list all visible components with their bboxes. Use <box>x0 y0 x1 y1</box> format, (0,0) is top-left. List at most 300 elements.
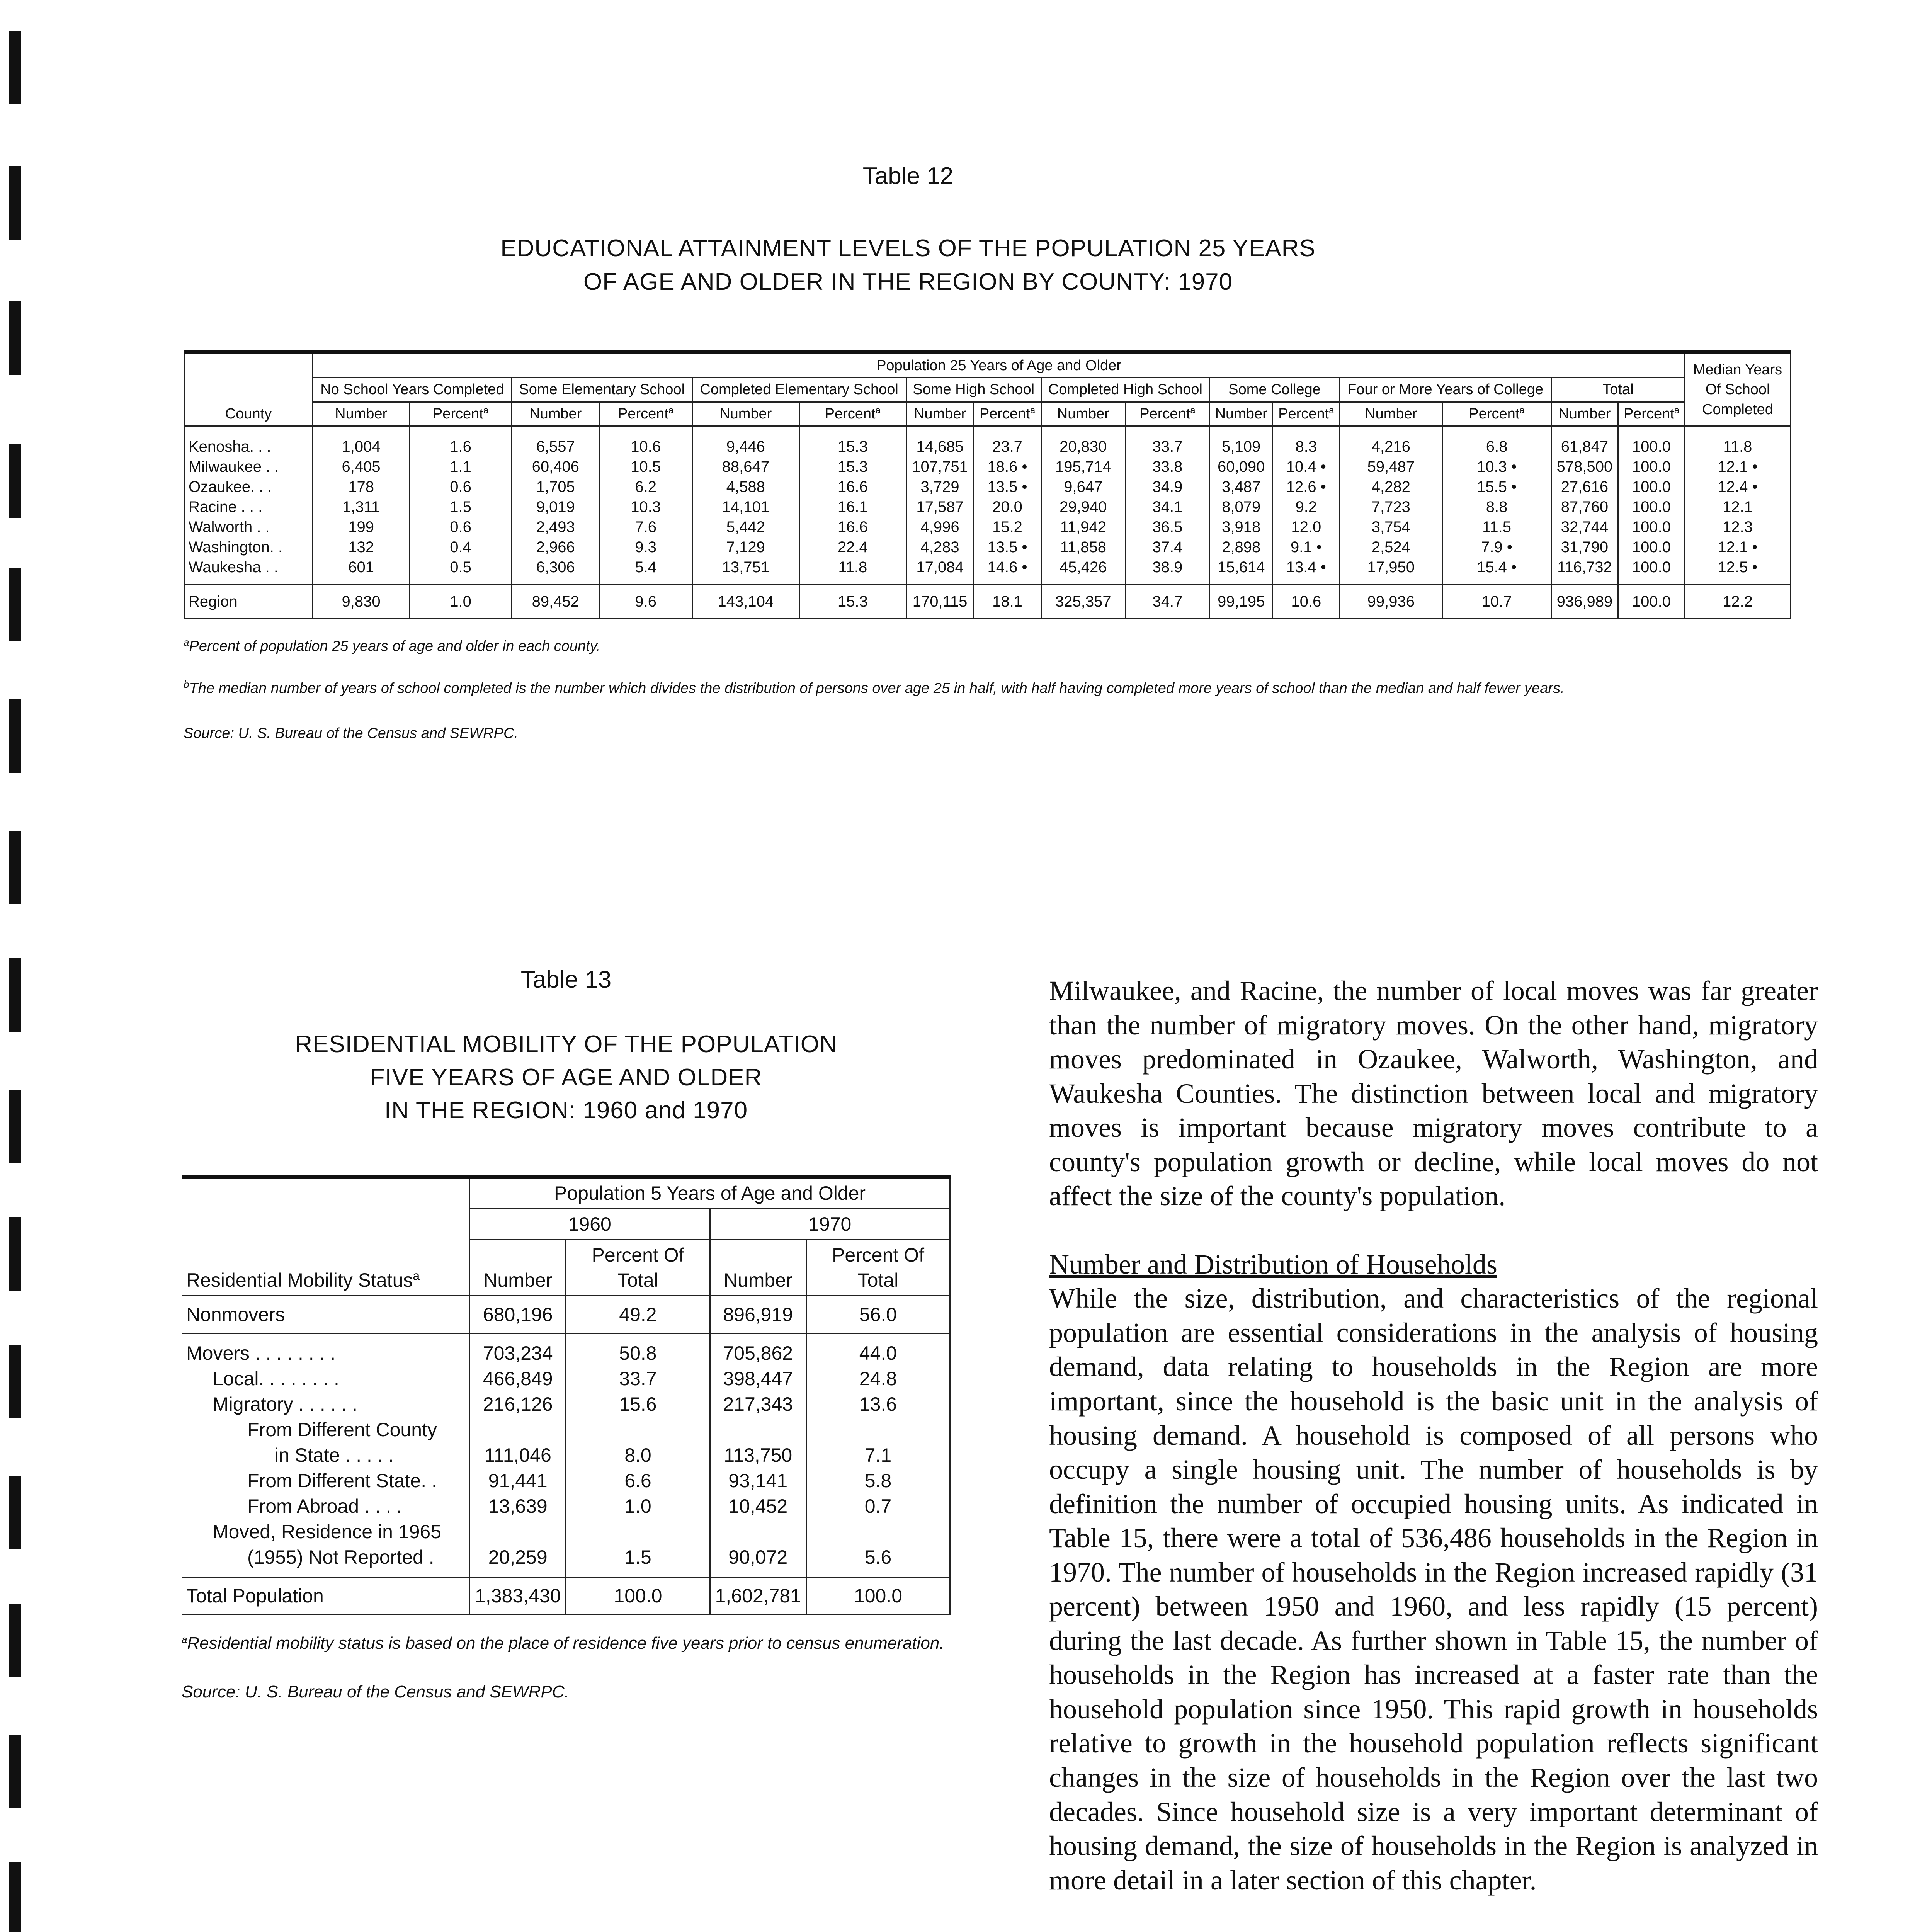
binding-mark <box>9 166 21 240</box>
data-cell: 100.0 <box>1618 517 1685 537</box>
footnote-text: Residential mobility status is based on the place of residence five years prior to census enumeration. <box>187 1634 944 1653</box>
data-cell: 27,616 <box>1551 477 1618 497</box>
data-cell: 143,104 <box>692 585 799 619</box>
data-cell: 34.1 <box>1125 497 1209 517</box>
data-cell: 23.7 <box>974 426 1041 457</box>
data-cell: 10.6 <box>1273 585 1340 619</box>
data-cell: 0.6 <box>410 517 512 537</box>
data-cell: 4,283 <box>906 537 974 557</box>
data-cell <box>566 1417 710 1442</box>
col-year-1960: 1960 <box>470 1209 710 1240</box>
table12-title <box>425 232 1391 299</box>
group-header: Some High School <box>906 378 1041 402</box>
data-cell: 466,849 <box>470 1366 566 1391</box>
data-cell: 33.7 <box>1125 426 1209 457</box>
footnote-text: Percent of population 25 years of age and older in each county. <box>189 638 600 655</box>
col-year-1970: 1970 <box>710 1209 950 1240</box>
row-label: Nonmovers <box>182 1296 470 1333</box>
data-cell: 4,996 <box>906 517 974 537</box>
county-cell: Milwaukee . . <box>184 457 313 477</box>
data-cell: 9,446 <box>692 426 799 457</box>
data-cell: 216,126 <box>470 1391 566 1417</box>
table-row <box>184 537 1791 557</box>
median-cell: 12.1 <box>1685 497 1791 517</box>
data-cell: 199 <box>313 517 410 537</box>
data-cell: 0.6 <box>410 477 512 497</box>
row-label: From Different State. . <box>182 1468 470 1493</box>
data-cell: 17,587 <box>906 497 974 517</box>
data-cell: 12.6 • <box>1273 477 1340 497</box>
data-cell: 99,195 <box>1209 585 1272 619</box>
data-cell: 0.7 <box>806 1493 950 1519</box>
col-percent: Percent Of Total <box>806 1240 950 1296</box>
table13-title <box>182 1028 951 1127</box>
data-cell: 4,588 <box>692 477 799 497</box>
median-cell: 12.4 • <box>1685 477 1791 497</box>
table13-grid <box>182 1175 951 1615</box>
section <box>1049 1247 1818 1897</box>
binding-mark <box>9 1604 21 1677</box>
col-median: Median Years Of School Completed <box>1685 352 1791 426</box>
data-cell: 10.7 <box>1442 585 1551 619</box>
data-cell: 20,259 <box>470 1544 566 1577</box>
data-cell: 9.6 <box>599 585 692 619</box>
footnote-text: The median number of years of school completed is the number which divides the distribution of persons over age 25 in half, with half having completed more years of school than the median and half fewer years. <box>189 680 1565 697</box>
data-cell: 13,639 <box>470 1493 566 1519</box>
table13-footnote-a: $^a$Residential mobility status is based on the place of residence five years prior to census enumeration. <box>182 1633 944 1653</box>
data-cell: 15.5 • <box>1442 477 1551 497</box>
table13-title-line1: RESIDENTIAL MOBILITY OF THE POPULATION <box>295 1031 837 1058</box>
row-label: From Different County <box>182 1417 470 1442</box>
median-cell: 12.1 • <box>1685 537 1791 557</box>
table-row <box>182 1468 950 1493</box>
paragraph: While the size, distribution, and characteristics of the regional population are essential considerations in the analysis of housing demand, data relating to households in the Region are more important, since the household is the basic unit in the analysis of housing demand. A household is composed of all persons who occupy a single housing unit. The number of households is by definition the number of occupied housing units. As indicated in Table 15, there were a total of 536,486 households in the Region in 1970. The number of households in the Region increased rapidly (31 percent) between 1950 and 1960, and less rapidly (15 percent) during the last decade. As further shown in Table 15, the number of households in the Region has increased at a faster rate than the household population since 1950. This rapid growth in households relative to growth in the household population reflects significant changes in the size of households in the Region over the last two decades. Since household size is a very important determinant of housing demand, the size of households in the Region is analyzed in more detail in a later section of this chapter. <box>1049 1283 1818 1896</box>
table-row <box>182 1417 950 1442</box>
data-cell: 5,442 <box>692 517 799 537</box>
data-cell: 10.6 <box>599 426 692 457</box>
table12-footnote-a: $^a$Percent of population 25 years of age and older in each county. <box>184 636 600 655</box>
data-cell: 87,760 <box>1551 497 1618 517</box>
data-cell: 936,989 <box>1551 585 1618 619</box>
binding-mark <box>9 568 21 641</box>
data-cell: 89,452 <box>512 585 599 619</box>
data-cell: 4,216 <box>1340 426 1442 457</box>
data-cell: 16.6 <box>799 517 906 537</box>
median-cell: 12.5 • <box>1685 557 1791 585</box>
data-cell: 9,830 <box>313 585 410 619</box>
data-cell: 11,942 <box>1041 517 1125 537</box>
col-percent: Percent Of Total <box>566 1240 710 1296</box>
sub-percent-text: Percent <box>979 405 1030 422</box>
col-number: Number <box>470 1240 566 1296</box>
binding-mark <box>9 1476 21 1549</box>
row-label: From Abroad . . . . <box>182 1493 470 1519</box>
row-label: (1955) Not Reported . <box>182 1544 470 1577</box>
data-cell: 13,751 <box>692 557 799 585</box>
county-cell: Ozaukee. . . <box>184 477 313 497</box>
table12-title-line1: EDUCATIONAL ATTAINMENT LEVELS OF THE POPULATION 25 YEARS <box>500 235 1316 262</box>
table-row <box>182 1333 950 1366</box>
row-header-text: Residential Mobility Status <box>186 1269 413 1291</box>
data-cell: 100.0 <box>1618 497 1685 517</box>
data-cell: 17,084 <box>906 557 974 585</box>
data-cell: 100.0 <box>1618 426 1685 457</box>
binding-mark <box>9 831 21 904</box>
data-cell: 9.3 <box>599 537 692 557</box>
data-cell: 10.4 • <box>1273 457 1340 477</box>
sub-number: Number <box>1041 402 1125 426</box>
data-cell: 17,950 <box>1340 557 1442 585</box>
data-cell: 15,614 <box>1209 557 1272 585</box>
sub-percent: Percent$^a$ <box>1442 402 1551 426</box>
sub-percent: Percent$^a$ <box>799 402 906 426</box>
table-row <box>184 517 1791 537</box>
sub-percent-text: Percent <box>432 405 483 422</box>
data-cell: 4,282 <box>1340 477 1442 497</box>
data-cell: 20.0 <box>974 497 1041 517</box>
data-cell: 703,234 <box>470 1333 566 1366</box>
data-cell: 13.5 • <box>974 477 1041 497</box>
data-cell <box>710 1519 806 1544</box>
median-cell: 11.8 <box>1685 426 1791 457</box>
data-cell: 15.3 <box>799 426 906 457</box>
data-cell: 16.1 <box>799 497 906 517</box>
county-cell: Walworth . . <box>184 517 313 537</box>
county-cell: Washington. . <box>184 537 313 557</box>
data-cell: 107,751 <box>906 457 974 477</box>
table12-title-line2: OF AGE AND OLDER IN THE REGION BY COUNTY: 1970 <box>583 268 1233 295</box>
data-cell: 15.2 <box>974 517 1041 537</box>
data-cell: 100.0 <box>806 1577 950 1615</box>
data-cell: 113,750 <box>710 1442 806 1468</box>
data-cell: 0.5 <box>410 557 512 585</box>
data-cell: 36.5 <box>1125 517 1209 537</box>
binding-mark <box>9 31 21 104</box>
group-header: No School Years Completed <box>313 378 512 402</box>
data-cell <box>566 1519 710 1544</box>
sub-percent-text: Percent <box>617 405 668 422</box>
data-cell: 7,129 <box>692 537 799 557</box>
data-cell: 8.3 <box>1273 426 1340 457</box>
data-cell: 9,019 <box>512 497 599 517</box>
binding-mark <box>9 699 21 773</box>
data-cell: 100.0 <box>1618 457 1685 477</box>
table12-body <box>184 426 1791 619</box>
data-cell <box>470 1519 566 1544</box>
table-row <box>182 1442 950 1468</box>
table-row <box>182 1519 950 1544</box>
data-cell: 2,898 <box>1209 537 1272 557</box>
data-cell: 9,647 <box>1041 477 1125 497</box>
data-cell: 178 <box>313 477 410 497</box>
county-cell: Kenosha. . . <box>184 426 313 457</box>
row-label: in State . . . . . <box>182 1442 470 1468</box>
table-row <box>182 1544 950 1577</box>
data-cell: 90,072 <box>710 1544 806 1577</box>
data-cell: 10.3 • <box>1442 457 1551 477</box>
sub-percent-text: Percent <box>1469 405 1520 422</box>
data-cell: 5.6 <box>806 1544 950 1577</box>
paragraph: Milwaukee, and Racine, the number of local moves was far greater than the number of migratory moves. On the other hand, migratory moves predominated in Ozaukee, Walworth, Washington, and Waukesha Counties. The distinction between local and migratory moves is important because migratory moves contribute to a county's population growth or decline, while local moves do not affect the size of the county's population. <box>1049 975 1818 1212</box>
col-county: County <box>184 352 313 426</box>
data-cell: 32,744 <box>1551 517 1618 537</box>
data-cell: 100.0 <box>1618 537 1685 557</box>
right-column <box>1049 974 1818 1932</box>
data-cell: 50.8 <box>566 1333 710 1366</box>
sub-percent: Percent$^a$ <box>974 402 1041 426</box>
data-cell: 6,557 <box>512 426 599 457</box>
data-cell: 38.9 <box>1125 557 1209 585</box>
data-cell: 6,405 <box>313 457 410 477</box>
data-cell: 1,602,781 <box>710 1577 806 1615</box>
data-cell: 59,487 <box>1340 457 1442 477</box>
sub-percent: Percent$^a$ <box>1273 402 1340 426</box>
data-cell: 1.1 <box>410 457 512 477</box>
data-cell: 18.6 • <box>974 457 1041 477</box>
data-cell: 22.4 <box>799 537 906 557</box>
data-cell: 7,723 <box>1340 497 1442 517</box>
data-cell: 45,426 <box>1041 557 1125 585</box>
data-cell: 217,343 <box>710 1391 806 1417</box>
data-cell: 15.4 • <box>1442 557 1551 585</box>
data-cell: 578,500 <box>1551 457 1618 477</box>
table13-body <box>182 1296 950 1615</box>
table-row <box>182 1577 950 1615</box>
sub-percent: Percent$^a$ <box>599 402 692 426</box>
county-cell: Region <box>184 585 313 619</box>
data-cell: 5.4 <box>599 557 692 585</box>
data-cell: 99,936 <box>1340 585 1442 619</box>
data-cell: 13.5 • <box>974 537 1041 557</box>
data-cell: 8,079 <box>1209 497 1272 517</box>
binding-mark <box>9 1345 21 1418</box>
data-cell: 1.0 <box>566 1493 710 1519</box>
sub-number: Number <box>313 402 410 426</box>
sub-percent-text: Percent <box>825 405 876 422</box>
data-cell: 15.6 <box>566 1391 710 1417</box>
data-cell: 15.3 <box>799 585 906 619</box>
data-cell: 705,862 <box>710 1333 806 1366</box>
data-cell: 398,447 <box>710 1366 806 1391</box>
data-cell: 20,830 <box>1041 426 1125 457</box>
binding-mark <box>9 1217 21 1291</box>
data-cell: 61,847 <box>1551 426 1618 457</box>
data-cell: 60,406 <box>512 457 599 477</box>
data-cell: 8.0 <box>566 1442 710 1468</box>
data-cell: 7.6 <box>599 517 692 537</box>
row-label: Migratory . . . . . . <box>182 1391 470 1417</box>
data-cell: 170,115 <box>906 585 974 619</box>
subheader-row <box>184 402 1791 426</box>
data-cell: 13.4 • <box>1273 557 1340 585</box>
data-cell: 11,858 <box>1041 537 1125 557</box>
data-cell: 24.8 <box>806 1366 950 1391</box>
data-cell: 680,196 <box>470 1296 566 1333</box>
table-row <box>184 477 1791 497</box>
data-cell: 13.6 <box>806 1391 950 1417</box>
data-cell: 8.8 <box>1442 497 1551 517</box>
table12-grid <box>184 350 1791 619</box>
data-cell: 14.6 • <box>974 557 1041 585</box>
data-cell: 31,790 <box>1551 537 1618 557</box>
data-cell: 1.5 <box>566 1544 710 1577</box>
data-cell: 6,306 <box>512 557 599 585</box>
data-cell: 7.1 <box>806 1442 950 1468</box>
binding-mark <box>9 444 21 518</box>
table-row <box>184 557 1791 585</box>
data-cell: 9.2 <box>1273 497 1340 517</box>
col-group-population: Population 5 Years of Age and Older <box>470 1177 950 1209</box>
data-cell: 14,685 <box>906 426 974 457</box>
data-cell: 10.5 <box>599 457 692 477</box>
table-row <box>184 457 1791 477</box>
data-cell: 3,918 <box>1209 517 1272 537</box>
group-header: Four or More Years of College <box>1340 378 1551 402</box>
region-row <box>184 585 1791 619</box>
data-cell: 11.8 <box>799 557 906 585</box>
data-cell: 3,754 <box>1340 517 1442 537</box>
row-label: Total Population <box>182 1577 470 1615</box>
data-cell: 1,004 <box>313 426 410 457</box>
row-label: Movers . . . . . . . . <box>182 1333 470 1366</box>
table-row <box>182 1391 950 1417</box>
col-group-population: Population 25 Years of Age and Older <box>313 352 1685 378</box>
data-cell: 132 <box>313 537 410 557</box>
data-cell: 116,732 <box>1551 557 1618 585</box>
data-cell: 14,101 <box>692 497 799 517</box>
group-header: Completed High School <box>1041 378 1209 402</box>
data-cell: 33.8 <box>1125 457 1209 477</box>
table13-source: Source: U. S. Bureau of the Census and SEWRPC. <box>182 1682 569 1701</box>
data-cell: 7.9 • <box>1442 537 1551 557</box>
data-cell: 195,714 <box>1041 457 1125 477</box>
group-header: Completed Elementary School <box>692 378 906 402</box>
data-cell: 44.0 <box>806 1333 950 1366</box>
data-cell: 34.9 <box>1125 477 1209 497</box>
data-cell <box>806 1417 950 1442</box>
table-row <box>182 1296 950 1333</box>
data-cell: 6.2 <box>599 477 692 497</box>
binding-mark <box>9 301 21 375</box>
col-mobility-status: Residential Mobility Status$^a$ <box>182 1177 470 1296</box>
data-cell: 100.0 <box>1618 585 1685 619</box>
group-header: Some Elementary School <box>512 378 692 402</box>
data-cell: 111,046 <box>470 1442 566 1468</box>
data-cell: 6.6 <box>566 1468 710 1493</box>
sub-percent: Percent$^a$ <box>1618 402 1685 426</box>
table12-footnote-b: $^b$The median number of years of school completed is the number which divides the distribution of persons over age 25 in half, with half having completed more years of school than the median and half fewer years. <box>184 678 1565 697</box>
data-cell: 1.5 <box>410 497 512 517</box>
sub-number: Number <box>1551 402 1618 426</box>
data-cell: 34.7 <box>1125 585 1209 619</box>
table13 <box>182 1175 951 1705</box>
data-cell: 56.0 <box>806 1296 950 1333</box>
county-cell: Waukesha . . <box>184 557 313 585</box>
data-cell <box>806 1519 950 1544</box>
median-cell: 12.1 • <box>1685 457 1791 477</box>
data-cell: 3,729 <box>906 477 974 497</box>
data-cell: 2,966 <box>512 537 599 557</box>
data-cell: 11.5 <box>1442 517 1551 537</box>
table12-source: Source: U. S. Bureau of the Census and SEWRPC. <box>184 725 518 742</box>
data-cell: 896,919 <box>710 1296 806 1333</box>
binding-mark <box>9 1735 21 1808</box>
median-cell: 12.2 <box>1685 585 1791 619</box>
table-row <box>184 426 1791 457</box>
sub-percent-text: Percent <box>1139 405 1190 422</box>
data-cell: 37.4 <box>1125 537 1209 557</box>
binding-mark <box>9 1862 21 1932</box>
sub-percent: Percent$^a$ <box>410 402 512 426</box>
data-cell: 3,487 <box>1209 477 1272 497</box>
sub-percent-text: Percent <box>1278 405 1329 422</box>
group-header: Some College <box>1209 378 1339 402</box>
data-cell: 93,141 <box>710 1468 806 1493</box>
data-cell: 2,493 <box>512 517 599 537</box>
data-cell: 10,452 <box>710 1493 806 1519</box>
data-cell: 49.2 <box>566 1296 710 1333</box>
table12-label: Table 12 <box>862 163 954 189</box>
table12 <box>184 350 1791 745</box>
data-cell: 5.8 <box>806 1468 950 1493</box>
data-cell: 1,311 <box>313 497 410 517</box>
data-cell: 6.8 <box>1442 426 1551 457</box>
binding-mark <box>9 958 21 1032</box>
data-cell: 1,383,430 <box>470 1577 566 1615</box>
data-cell: 325,357 <box>1041 585 1125 619</box>
data-cell: 5,109 <box>1209 426 1272 457</box>
group-header: Total <box>1551 378 1685 402</box>
sub-number: Number <box>906 402 974 426</box>
data-cell: 0.4 <box>410 537 512 557</box>
data-cell: 100.0 <box>566 1577 710 1615</box>
table-row <box>182 1366 950 1391</box>
data-cell <box>470 1417 566 1442</box>
sub-percent: Percent$^a$ <box>1125 402 1209 426</box>
sub-number: Number <box>1209 402 1272 426</box>
sub-number: Number <box>1340 402 1442 426</box>
sub-percent-text: Percent <box>1623 405 1674 422</box>
data-cell: 100.0 <box>1618 477 1685 497</box>
median-cell: 12.3 <box>1685 517 1791 537</box>
data-cell: 1,705 <box>512 477 599 497</box>
table13-label: Table 13 <box>520 966 612 993</box>
data-cell: 10.3 <box>599 497 692 517</box>
data-cell: 9.1 • <box>1273 537 1340 557</box>
table-row <box>182 1493 950 1519</box>
table-row <box>184 497 1791 517</box>
data-cell: 1.0 <box>410 585 512 619</box>
col-number: Number <box>710 1240 806 1296</box>
sub-number: Number <box>512 402 599 426</box>
data-cell <box>710 1417 806 1442</box>
data-cell: 91,441 <box>470 1468 566 1493</box>
data-cell: 88,647 <box>692 457 799 477</box>
county-cell: Racine . . . <box>184 497 313 517</box>
data-cell: 1.6 <box>410 426 512 457</box>
section-subheading: Number and Distribution of Households <box>1049 1248 1497 1280</box>
table13-title-line2: FIVE YEARS OF AGE AND OLDER <box>370 1064 762 1091</box>
data-cell: 2,524 <box>1340 537 1442 557</box>
data-cell: 29,940 <box>1041 497 1125 517</box>
table13-title-line3: IN THE REGION: 1960 and 1970 <box>384 1097 748 1124</box>
data-cell: 60,090 <box>1209 457 1272 477</box>
row-label: Local. . . . . . . . <box>182 1366 470 1391</box>
data-cell: 15.3 <box>799 457 906 477</box>
data-cell: 100.0 <box>1618 557 1685 585</box>
sub-number: Number <box>692 402 799 426</box>
data-cell: 16.6 <box>799 477 906 497</box>
